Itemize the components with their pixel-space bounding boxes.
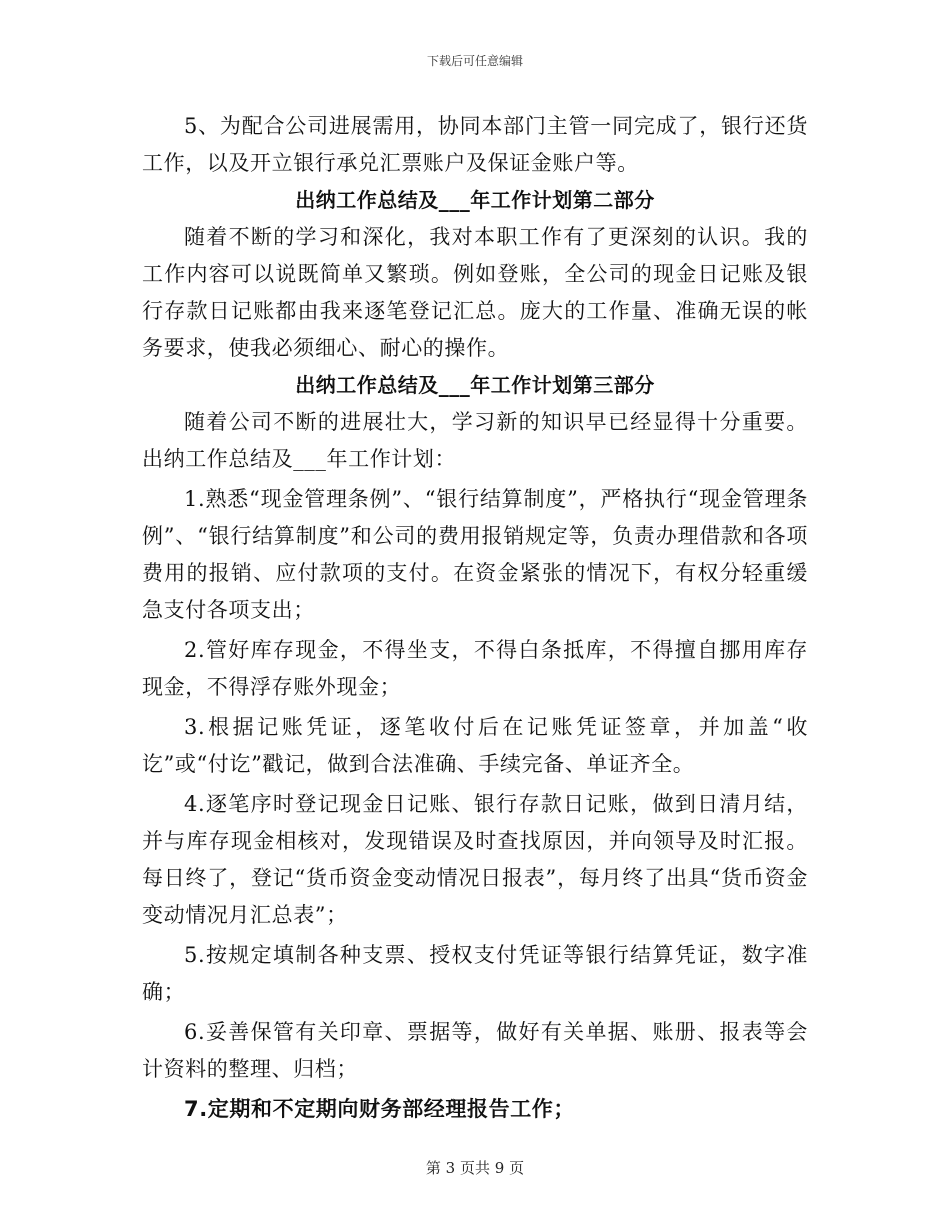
header-note: 下载后可任意编辑 — [426, 54, 523, 68]
paragraph-part-3-intro: 随着公司不断的进展壮大，学习新的知识早已经显得十分重要。出纳工作总结及___年工作计划： — [142, 410, 808, 471]
section-heading-part-2: 出纳工作总结及___年工作计划第二部分 — [295, 188, 655, 212]
list-item-4: 4.逐笔序时登记现金日记账、银行存款日记账，做到日清月结，并与库存现金相核对，发现错误及时查找原因，并向领导及时汇报。每日终了，登记“货币资金变动情况日报表”，每月终了出具“货币资金变动情况月汇总表”； — [142, 792, 808, 927]
list-item-5: 5.按规定填制各种支票、授权支付凭证等银行结算凭证，数字准确； — [142, 943, 808, 1004]
list-item-2: 2.管好库存现金，不得坐支，不得白条抵库，不得擅自挪用库存现金，不得浮存账外现金； — [142, 638, 808, 699]
list-item-3: 3.根据记账凭证，逐笔收付后在记账凭证签章，并加盖“收讫”或“付讫”戳记，做到合法准确、手续完备、单证齐全。 — [142, 715, 808, 776]
list-item-1: 1.熟悉“现金管理条例”、“银行结算制度”，严格执行“现金管理条例”、“银行结算制度”和公司的费用报销规定等，负责办理借款和各项费用的报销、应付款项的支付。在资金紧张的情况下，有权分轻重缓急支付各项支出； — [142, 487, 808, 622]
list-item-7: 7.定期和不定期向财务部经理报告工作； — [184, 1097, 575, 1121]
list-item-6: 6.妥善保管有关印章、票据等，做好有关单据、账册、报表等会计资料的整理、归档； — [142, 1020, 808, 1081]
paragraph-item-5: 5、为配合公司进展需用，协同本部门主管一同完成了，银行还货工作，以及开立银行承兑汇票账户及保证金账户等。 — [142, 114, 808, 175]
page-number: 第 3 页共 9 页 — [425, 1159, 525, 1177]
document-body — [142, 108, 808, 1128]
section-heading-part-3: 出纳工作总结及___年工作计划第三部分 — [295, 373, 655, 397]
paragraph-part-2: 随着不断的学习和深化，我对本职工作有了更深刻的认识。我的工作内容可以说既简单又繁琐。例如登账，全公司的现金日记账及银行存款日记账都由我来逐笔登记汇总。庞大的工作量、准确无误的帐务要求，使我必须细心、耐心的操作。 — [142, 225, 808, 360]
